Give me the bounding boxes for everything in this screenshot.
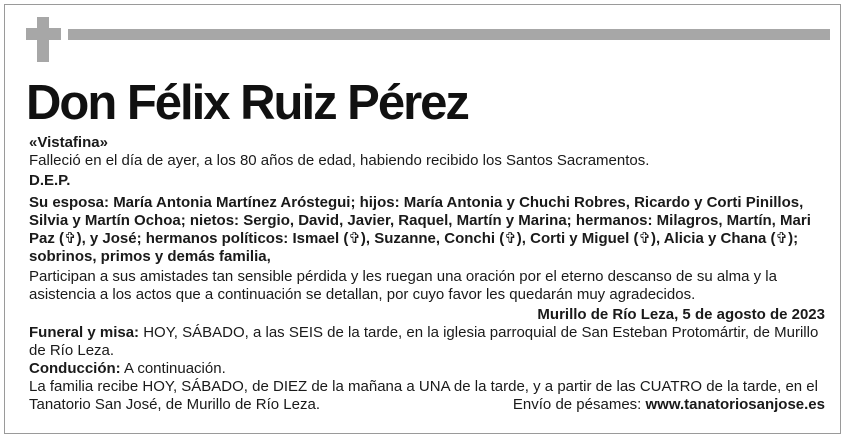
reception-text: La familia recibe HOY, SÁBADO, de DIEZ de la mañana a UNA de la tarde, y a partir de las CUATRO de la tarde, en el Tanatorio San José, de Murillo de Río Leza. [29,378,818,413]
obituary-body [29,134,825,414]
deceased-name: Don Félix Ruiz Pérez [26,76,468,130]
funeral-line [29,324,825,360]
announcement: Participan a sus amistades tan sensible pérdida y les ruegan una oración por el eterno descanso de su alma y la asistencia a los actos que a continuación se detallan, por cuyo favor les quedarán muy agradecidos. [29,268,777,303]
funeral-text: HOY, SÁBADO, a las SEIS de la tarde, en la iglesia parroquial de San Esteban Protomártir, de Murillo de Río Leza. [29,324,819,359]
conduction-line [29,360,825,378]
cross-icon-bar [26,28,61,40]
death-notice: Falleció en el día de ayer, a los 80 años de edad, habiendo recibido los Santos Sacramentos. [29,152,650,169]
dep-label: D.E.P. [29,172,71,189]
nickname: «Vistafina» [29,134,108,151]
family-list: Su esposa: María Antonia Martínez Aróstegui; hijos: María Antonia y Chuchi Robres, Ricardo y Corti Pinillos, Silvia y Martín Ochoa; nietos: Sergio, David, Javier, Raquel, Martín y Marina; hermanos: Milagros, Martín, Mari Paz (✞), y José; hermanos políticos: Ismael (✞), Suzanne, Conchi (✞), Corti y Miguel (✞), Alicia y Chana (✞); sobrinos, primos y demás familia, [29,194,811,265]
condolences-link[interactable]: www.tanatoriosanjose.es [645,396,825,413]
place-date: Murillo de Río Leza, 5 de agosto de 2023 [537,306,825,323]
funeral-label: Funeral y misa: [29,324,140,341]
conduction-text: A continuación. [120,360,226,377]
condolences-label: Envío de pésames: [512,396,646,413]
header-rule [68,29,830,40]
conduction-label: Conducción: [29,360,121,377]
